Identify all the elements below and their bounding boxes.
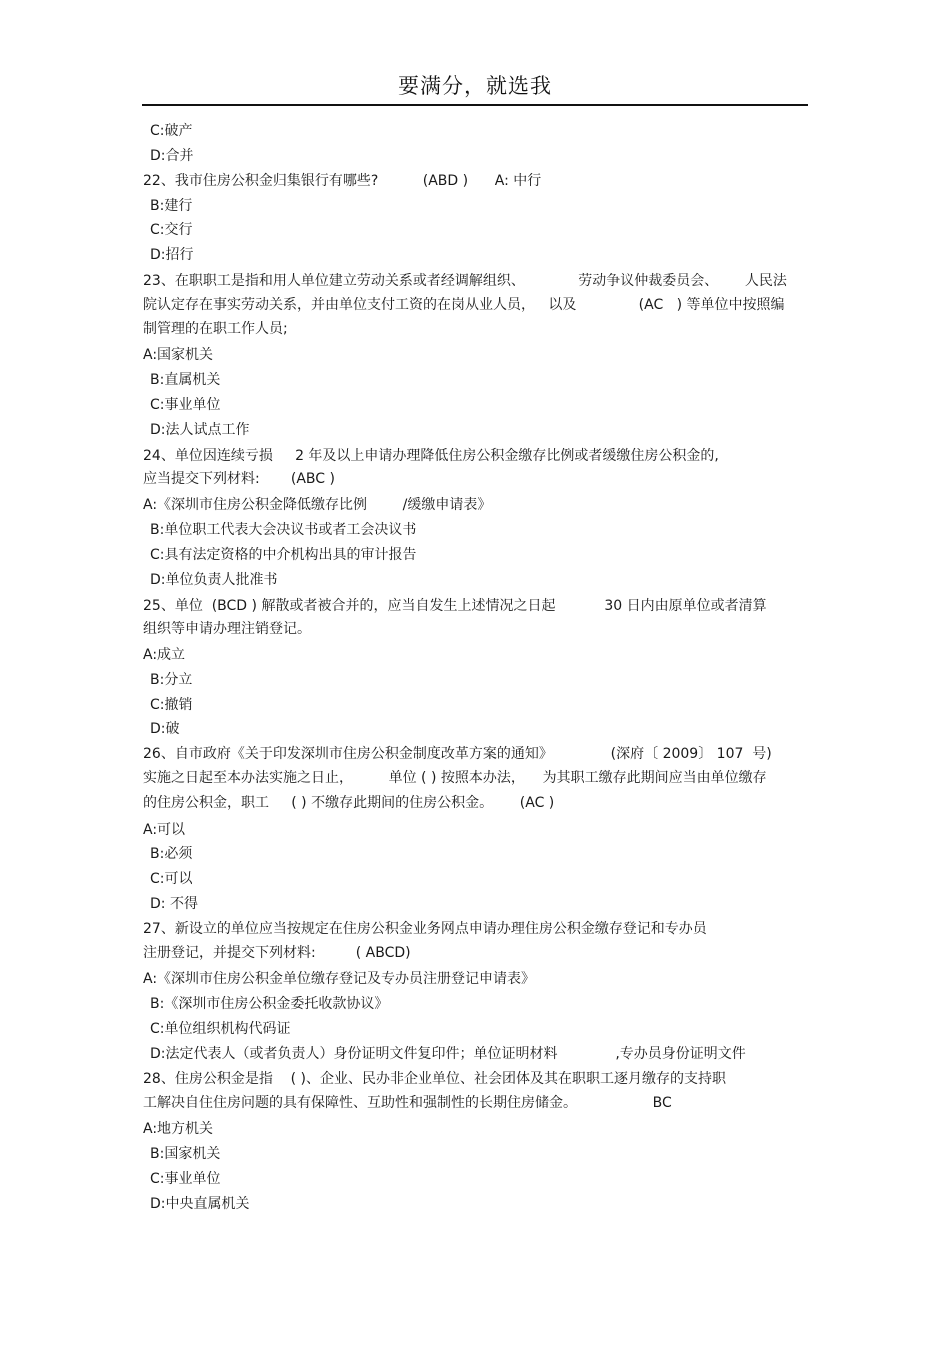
option-line: D:破 <box>150 721 180 737</box>
option-line: A:《深圳市住房公积金降低缴存比例 /缓缴申请表》 <box>143 497 492 513</box>
question-line: 组织等申请办理注销登记。 <box>143 621 311 637</box>
option-line: C:撤销 <box>150 697 193 713</box>
option-line: D:单位负责人批准书 <box>150 572 278 588</box>
option-line: A:地方机关 <box>143 1121 214 1137</box>
question-line: 23、在职职工是指和用人单位建立劳动关系或者经调解组织、 劳动争议仲裁委员会、 人民法 <box>143 273 787 289</box>
option-line: D:中央直属机关 <box>150 1196 250 1212</box>
option-line: B:必须 <box>150 846 193 862</box>
question-line: 24、单位因连续亏损 2 年及以上申请办理降低住房公积金缴存比例或者缓缴住房公积金的, <box>143 448 719 464</box>
option-line: D:法人试点工作 <box>150 422 250 438</box>
option-line: B:《深圳市住房公积金委托收款协议》 <box>150 996 389 1012</box>
option-line: C:可以 <box>150 871 193 887</box>
option-line: D:法定代表人（或者负责人）身份证明文件复印件；单位证明材料 ,专办员身份证明文件 <box>150 1046 746 1062</box>
option-line: D: 不得 <box>150 896 198 912</box>
question-line: 的住房公积金，职工 ( ) 不缴存此期间的住房公积金。 (AC ) <box>143 795 555 811</box>
option-line: B:国家机关 <box>150 1146 221 1162</box>
option-line: D:合并 <box>150 148 194 164</box>
question-line: 制管理的在职工作人员; <box>143 321 288 337</box>
option-line: C:事业单位 <box>150 397 221 413</box>
header-divider <box>142 104 808 106</box>
question-line: 22、我市住房公积金归集银行有哪些? (ABD ) A: 中行 <box>143 173 542 189</box>
option-line: B:单位职工代表大会决议书或者工会决议书 <box>150 522 417 538</box>
option-line: B:分立 <box>150 672 193 688</box>
option-line: C:交行 <box>150 222 193 238</box>
question-line: 注册登记，并提交下列材料: ( ABCD) <box>143 945 411 961</box>
option-line: C:事业单位 <box>150 1171 221 1187</box>
question-line: 27、新设立的单位应当按规定在住房公积金业务网点申请办理住房公积金缴存登记和专办员 <box>143 921 707 937</box>
option-line: C:单位组织机构代码证 <box>150 1021 291 1037</box>
option-line: A:《深圳市住房公积金单位缴存登记及专办员注册登记申请表》 <box>143 971 536 987</box>
option-line: A:可以 <box>143 822 186 838</box>
option-line: B:直属机关 <box>150 372 221 388</box>
option-line: A:成立 <box>143 647 186 663</box>
question-line: 28、住房公积金是指 ( )、企业、民办非企业单位、社会团体及其在职职工逐月缴存的支持职 <box>143 1071 726 1087</box>
option-line: D:招行 <box>150 247 194 263</box>
option-line: B:建行 <box>150 198 193 214</box>
page-header-title: 要满分，就选我 <box>398 74 552 98</box>
question-line: 实施之日起至本办法实施之日止， 单位 ( ) 按照本办法， 为其职工缴存此期间应当由单位缴存 <box>143 770 767 786</box>
question-line: 工解决自住住房问题的具有保障性、互助性和强制性的长期住房储金。 BC <box>143 1095 672 1111</box>
option-line: A:国家机关 <box>143 347 214 363</box>
option-line: C:破产 <box>150 123 193 139</box>
question-line: 应当提交下列材料: (ABC ) <box>143 471 335 487</box>
question-line: 25、单位 (BCD ) 解散或者被合并的，应当自发生上述情况之日起 30 日内由原单位或者清算 <box>143 598 767 614</box>
question-line: 院认定存在事实劳动关系，并由单位支付工资的在岗从业人员， 以及 (AC ) 等单位中按照编 <box>143 297 785 313</box>
question-line: 26、自市政府《关于印发深圳市住房公积金制度改革方案的通知》 (深府〔 2009〕 107 号) <box>143 746 772 762</box>
option-line: C:具有法定资格的中介机构出具的审计报告 <box>150 547 417 563</box>
